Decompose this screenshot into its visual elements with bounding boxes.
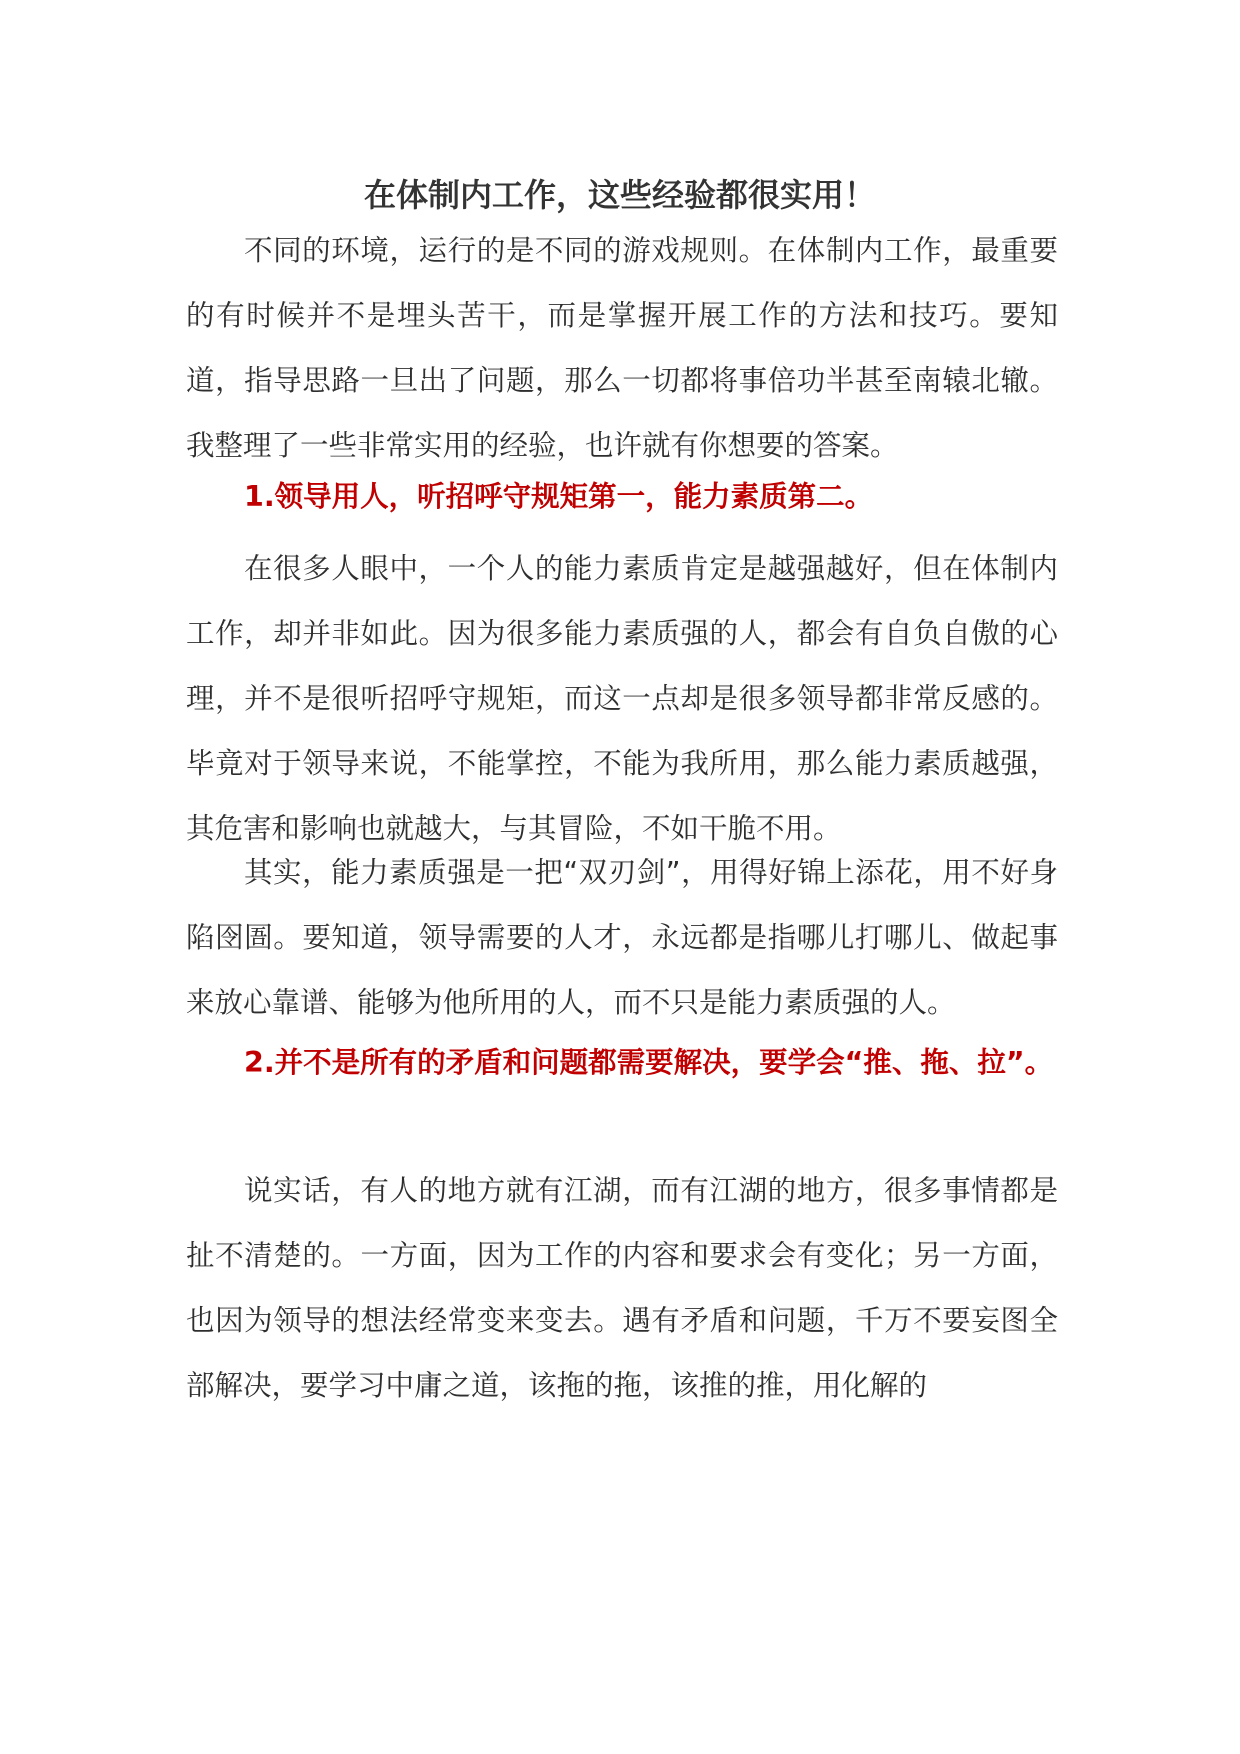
body-paragraph-1: 在很多人眼中，一个人的能力素质肯定是越强越好，但在体制内工作，却并非如此。因为很多能力素质强的人，都会有自负自傲的心理，并不是很听招呼守规矩，而这一点却是很多领导都非常反感的。毕竟对于领导来说，不能掌控，不能为我所用，那么能力素质越强，其危害和影响也就越大，与其冒险，不如干脆不用。 — [186, 552, 1058, 845]
body-paragraph-2: 其实，能力素质强是一把“双刃剑”，用得好锦上添花，用不好身陷囹圄。要知道，领导需要的人才，永远都是指哪儿打哪儿、做起事来放心靠谱、能够为他所用的人，而不只是能力素质强的人。 — [186, 856, 1058, 1019]
document-title: 在体制内工作，这些经验都很实用！ — [363, 176, 876, 214]
section-heading-1: 1.领导用人，听招呼守规矩第一，能力素质第二。 — [244, 480, 874, 513]
body-paragraph-3: 说实话，有人的地方就有江湖，而有江湖的地方，很多事情都是扯不清楚的。一方面，因为工作的内容和要求会有变化；另一方面，也因为领导的想法经常变来变去。遇有矛盾和问题，千万不要妄图全部解决，要学习中庸之道，该拖的拖，该推的推，用化解的 — [186, 1174, 1058, 1402]
intro-paragraph: 不同的环境，运行的是不同的游戏规则。在体制内工作，最重要的有时候并不是埋头苦干，而是掌握开展工作的方法和技巧。要知道，指导思路一旦出了问题，那么一切都将事倍功半甚至南辕北辙。我整理了一些非常实用的经验，也许就有你想要的答案。 — [186, 234, 1058, 462]
section-heading-2: 2.并不是所有的矛盾和问题都需要解决，要学会“推、拖、拉”。 — [244, 1046, 1054, 1079]
